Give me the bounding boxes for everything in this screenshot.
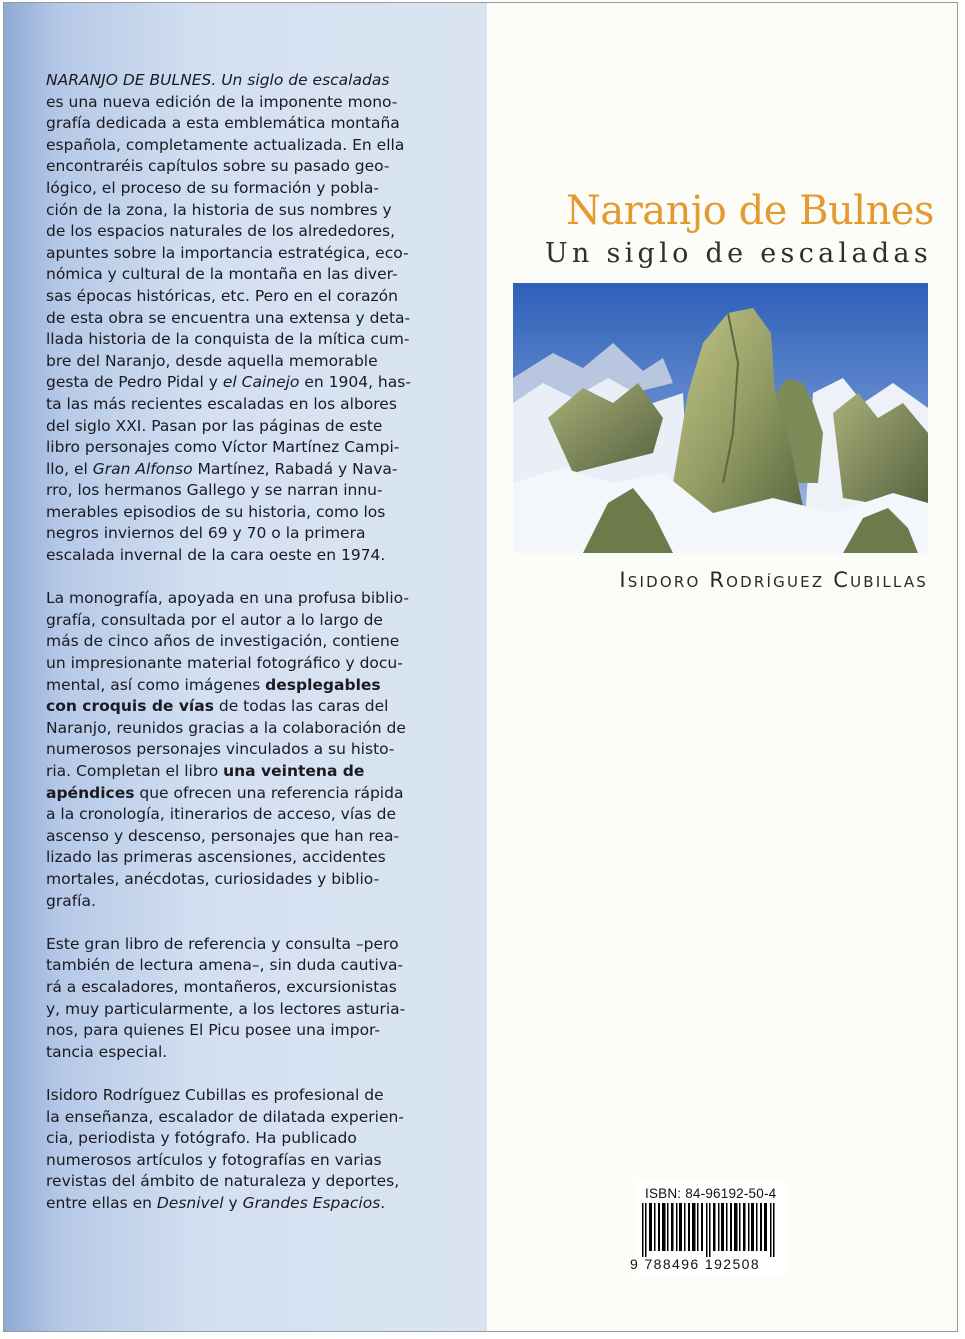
mountain-illustration <box>513 283 928 553</box>
blurb-paragraph-1: NARANJO DE BULNES. Un siglo de escaladas es una nueva edición de la imponente mono- grafía dedicada a esta emblemática montaña española, completamente actualizada. En ella encontraréis capítulos sobre su pasado geo- lógico, el proceso de su formación y pobla- ción de la zona, la historia de sus nombres y de los espacios naturales de los alrededores, apuntes sobre la importancia estratégica, eco- nómica y cultural de la montaña en las diver- sas épocas históricas, etc. Pero en el corazón de esta obra se encuentra una extensa y deta- llada historia de la conquista de la mítica cum- bre del Naranjo, desde aquella memorable gesta de Pedro Pidal y el Cainejo en 1904, has- ta las más recientes escaladas en los albores del siglo XXI. Pasan por las páginas de este libro personajes como Víctor Martínez Campi- llo, el Gran Alfonso Martínez, Rabadá y Nava- rro, los hermanos Gallego y se narran innu- merables episodios de su historia, como los negros inviernos del 69 y 70 o la primera escalada invernal de la cara oeste en 1974. <box>46 71 411 565</box>
book-subtitle: Un siglo de escaladas <box>544 238 932 269</box>
isbn-label: ISBN: 84-96192-50-4 <box>645 1186 777 1201</box>
mountain-photo <box>513 283 928 553</box>
author-bio: Isidoro Rodríguez Cubillas es profesional de la enseñanza, escalador de dilatada experien- cia, periodista y fotógrafo. Ha publicado numerosos artículos y fotografías en varias revistas del ámbito de naturaleza y deportes, entre ellas en Desnivel y Grandes Espacios. <box>46 1085 404 1212</box>
book-title: Naranjo de Bulnes <box>565 188 934 234</box>
book-author: Isidoro Rodríguez Cubillas <box>619 568 928 592</box>
blurb-paragraph-3: Este gran libro de referencia y consulta –pero también de lectura amena–, sin duda cautiva- rá a escaladores, montañeros, excursionistas y, muy particularmente, a los lectores asturia- nos, para quienes El Picu posee una impor- tancia especial. <box>46 934 406 1061</box>
book-blurb <box>46 70 433 1236</box>
blurb-paragraph-2: La monografía, apoyada en una profusa biblio- grafía, consultada por el autor a lo largo de más de cinco años de investigación, contiene un impresionante material fotográfico y docu- mental, así como imágenes desplegables con croquis de vías de todas las caras del Naranjo, reunidos gracias a la colaboración de numerosos personajes vinculados a su histo- ria. Completan el libro una veintena de apéndices que ofrecen una referencia rápida a la cronología, itinerarios de acceso, vías de ascenso y descenso, personajes que han rea- lizado las primeras ascensiones, accidentes mortales, anécdotas, curiosidades y biblio- grafía. <box>46 589 409 910</box>
barcode-icon <box>640 1203 782 1257</box>
barcode-digits: 9 788496 192508 <box>630 1256 760 1272</box>
